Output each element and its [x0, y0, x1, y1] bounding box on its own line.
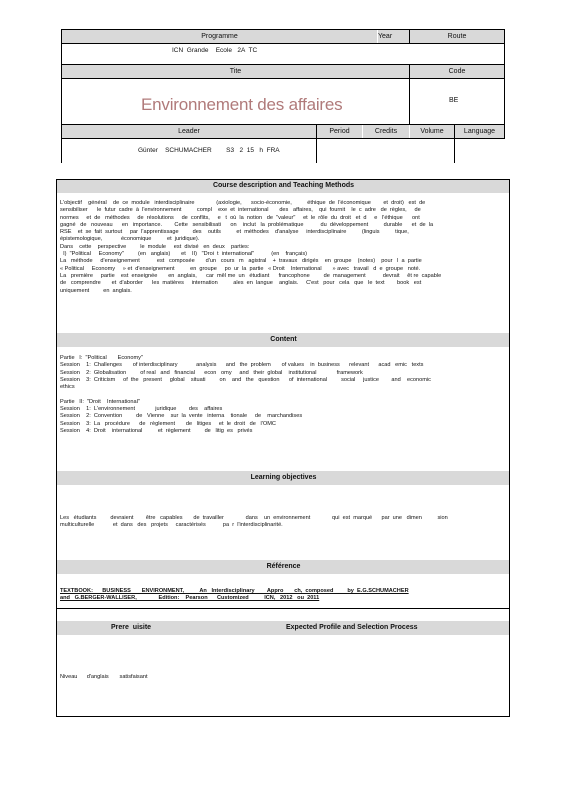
- programme-value: ICN Grande Ecole 2A TC: [172, 47, 258, 54]
- section-border-right: [509, 179, 510, 716]
- header-divider: [454, 124, 455, 163]
- course-line: normes et de méthodes de résolutions de conflits, e t où la notion de "valeur" et le rôle du droit et d e l'éthique ont: [60, 214, 420, 221]
- content-heading: Content: [57, 333, 510, 347]
- course-title: Environnement des affaires: [141, 95, 343, 114]
- content-line: [60, 391, 505, 398]
- header-rule: [61, 43, 505, 44]
- year-label: Year: [378, 33, 393, 40]
- learning-objectives-text: [60, 515, 505, 530]
- learning-line: multiculturelle et dans des projets caractérisés pa r l'interdisciplinarité.: [60, 522, 283, 529]
- content-line: ethics: [60, 384, 75, 391]
- year-header-cell: [378, 30, 409, 43]
- prereq-profile-header: [57, 621, 510, 635]
- content-line: Session 3: Criticism of the present global situati on and the question of international social justice and economic: [60, 376, 431, 383]
- header-rule: [61, 64, 505, 65]
- section-divider: [56, 179, 510, 180]
- section-border-left: [56, 179, 57, 716]
- route-label: Route: [447, 33, 467, 40]
- code-header-cell: [410, 65, 504, 78]
- content-text: [60, 355, 505, 435]
- course-line: Dans cette perspective le module est divisé en deux parties:: [60, 243, 250, 250]
- reference-text: [60, 588, 505, 603]
- course-line: La méthode d'enseignement est composée d'un cours m agistral + travaux dirigés en groupe (notes) pour l a partie: [60, 258, 422, 265]
- course-line: épistemologique, économique et juridique).: [60, 236, 200, 243]
- leader-value: Günter SCHUMACHER S3 2 15 h FRA: [138, 147, 280, 154]
- course-line: sensibiliser le futur cadre à l'environnement compl exe et international des affaires, qui fournit le c adre de règles, de: [60, 207, 421, 214]
- header-divider: [61, 29, 62, 163]
- content-line: Session 4: Droit international et règlement de litig es privés: [60, 427, 253, 434]
- course-line: L'objectif général de ce module interdisciplinaire (axiologie, socio-économie, éthique de l'économique et droit) est de: [60, 200, 426, 206]
- course-line: RSE et se fait surtout par l'apprentissage des outils et méthodes d'analyse interdisciplinaire (linguis tique,: [60, 229, 409, 236]
- content-line: Session 3: La procédure de règlement de litiges et le droit de l'OMC: [60, 420, 276, 427]
- prerequisite-heading: Prere uisite: [111, 624, 152, 631]
- title-header-cell: [62, 65, 409, 78]
- header-rule: [61, 29, 505, 30]
- content-line: Session 1: Challenges of interdisciplinary analysis and the problem of values in business relevant acad emic texts: [60, 362, 424, 369]
- content-line: Partie II: "Droit International": [60, 398, 140, 405]
- content-line: Session 2: Globalisation of real and financial econ omy and their global institutional framework: [60, 369, 363, 376]
- course-description-text: [60, 200, 505, 295]
- credits-header-cell: [363, 125, 409, 138]
- course-description-heading: Course description and Teaching Methods: [57, 179, 510, 193]
- header-divider: [504, 29, 505, 139]
- leader-label: Leader: [178, 128, 200, 135]
- header-rule: [61, 138, 505, 139]
- course-line: gagné de nouveau en importance. Cette sensibilisati on inclut la problématique du développement durable et de la: [60, 221, 434, 228]
- period-label: Period: [329, 128, 350, 135]
- course-code: BE: [449, 97, 459, 104]
- code-label: Code: [448, 68, 466, 75]
- credits-label: Credits: [374, 128, 398, 135]
- header-divider: [409, 29, 410, 43]
- volume-header-cell: [410, 125, 454, 138]
- expected-profile-heading: Expected Profile and Selection Process: [286, 624, 418, 631]
- course-line: La première partie est enseignée en anglais, car mêl me un étudiant francophone de management devrait êt re capable: [60, 272, 442, 279]
- title-label: Tite: [229, 68, 242, 75]
- learning-objectives-heading: Learning objectives: [57, 471, 510, 485]
- prerequisite-value: Niveau d'anglais satisfaisant: [60, 674, 148, 680]
- volume-label: Volume: [420, 128, 444, 135]
- period-header-cell: [317, 125, 362, 138]
- course-line: I) "Political Economy" (en anglais) et II) "Droi t international" (en français): [60, 251, 308, 258]
- language-header-cell: [455, 125, 504, 138]
- course-line: de comprendre et d'aborder les matières internation ales en langue anglais. C'est pour cela que le text book est: [60, 280, 422, 287]
- header-divider: [316, 124, 317, 163]
- section-border-bottom: [56, 716, 510, 717]
- content-line: Session 2: Convention de Vienne sur la vente interna tionale de marchandises: [60, 413, 303, 420]
- reference-line: and G.BERGER-WALLISER, Edition: Pearson Customized ICN, 2012 ou 2011: [60, 595, 320, 602]
- route-header-cell: [410, 30, 504, 43]
- reference-underline-rule: [56, 608, 510, 609]
- language-label: Language: [463, 128, 496, 135]
- header-rule: [61, 124, 505, 125]
- content-line: Session 1: L'environnement juridique des affaires: [60, 406, 223, 413]
- programme-label: Programme: [201, 33, 238, 40]
- header-rule: [61, 78, 505, 79]
- header-divider: [409, 64, 410, 125]
- reference-line: TEXTBOOK: BUSINESS ENVIRONMENT, An Interdisciplinary Appro ch, composed by E.G.SCHUMACHER: [60, 588, 409, 594]
- course-line: « Political Economy » et d'enseignement en groupe po ur la partie « Droit International » avec travail d e groupe noté.: [60, 265, 421, 272]
- content-line: Partie I: "Political Economy": [60, 355, 143, 361]
- learning-line: Les étudiants devraient être capables de travailler dans un environnement qui est marqué par une dimen sion: [60, 515, 448, 521]
- programme-header-cell: [62, 30, 377, 43]
- leader-header-cell: [62, 125, 316, 138]
- course-line: uniquement en anglais.: [60, 287, 132, 294]
- reference-heading: Référence: [57, 560, 510, 574]
